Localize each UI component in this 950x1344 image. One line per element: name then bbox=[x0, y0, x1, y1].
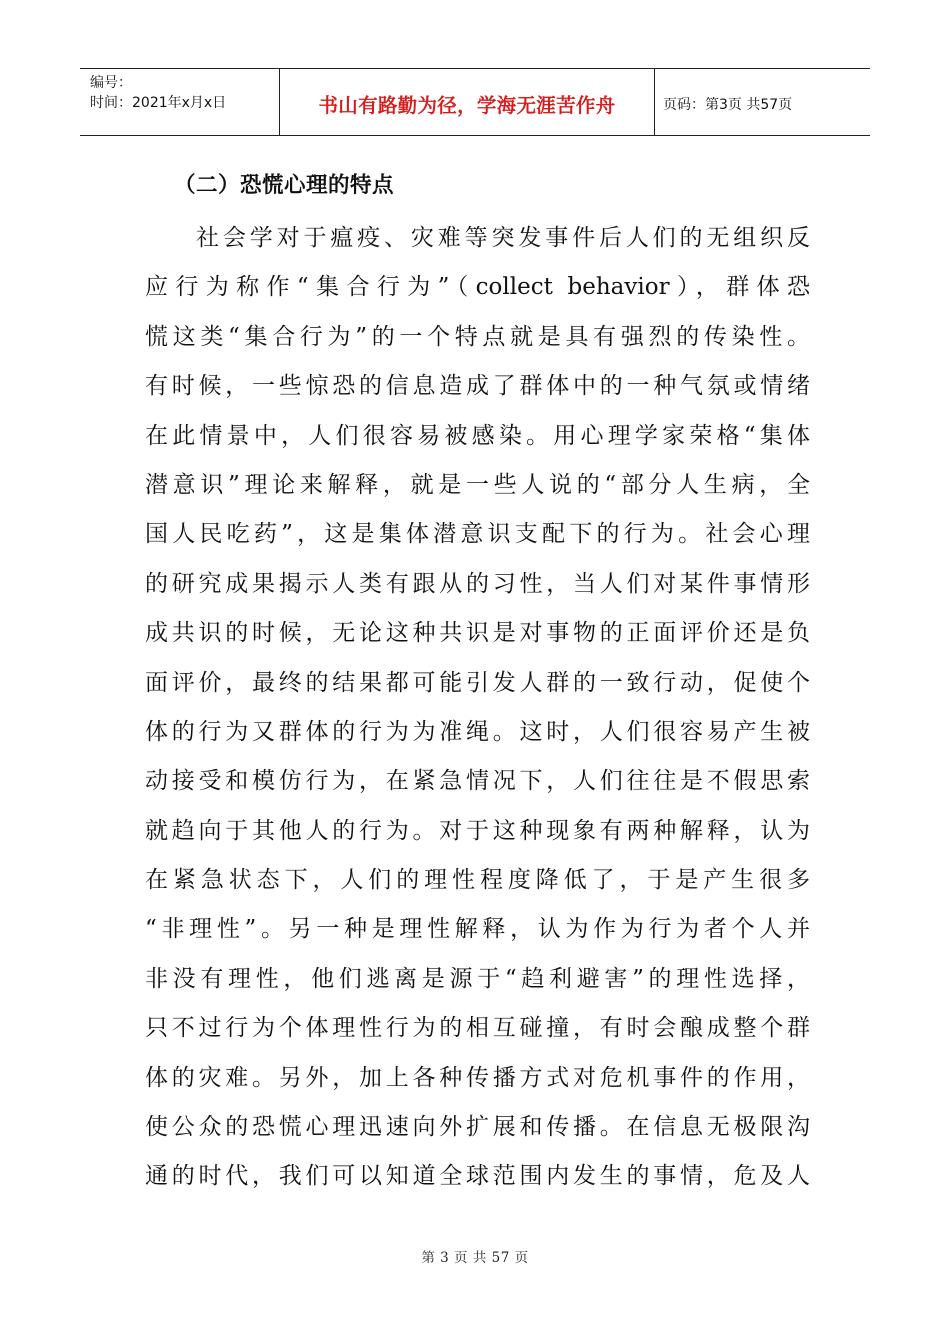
paragraph-line: 的研究成果揭示人类有跟从的习性，当人们对某件事情形 bbox=[145, 570, 810, 597]
header-page-cell bbox=[655, 69, 870, 135]
paragraph-line: 应行为称作“集合行为”（collect behavior），群体恐 bbox=[145, 274, 810, 301]
page-footer: 第 3 页 共 57 页 bbox=[421, 1250, 529, 1266]
document-time-label: 时间：2021年x月x日 bbox=[90, 95, 227, 111]
header-motto-cell bbox=[280, 69, 655, 135]
paragraph-line: 就趋向于其他人的行为。对于这种现象有两种解释，认为 bbox=[145, 817, 810, 844]
paragraph-line: 有时候，一些惊恐的信息造成了群体中的一种气氛或情绪 bbox=[145, 373, 810, 400]
paragraph-line: 慌这类“集合行为”的一个特点就是具有强烈的传染性。 bbox=[145, 323, 810, 350]
paragraph-line: 社会学对于瘟疫、灾难等突发事件后人们的无组织反 bbox=[196, 225, 810, 251]
section-heading: （二）恐慌心理的特点 bbox=[174, 173, 395, 198]
paragraph-line: 只不过行为个体理性行为的相互碰撞，有时会酿成整个群 bbox=[145, 1015, 810, 1042]
paragraph-line: 使公众的恐慌心理迅速向外扩展和传播。在信息无极限沟 bbox=[145, 1114, 810, 1141]
paragraph-line: 体的行为又群体的行为为准绳。这时，人们很容易产生被 bbox=[145, 718, 810, 745]
header-page-code: 页码：第3页 共57页 bbox=[663, 96, 793, 113]
paragraph-line: 成共识的时候，无论这种共识是对事物的正面评价还是负 bbox=[145, 620, 810, 647]
paragraph-line: 面评价，最终的结果都可能引发人群的一致行动，促使个 bbox=[145, 669, 810, 696]
paragraph-line: 非没有理性，他们逃离是源于“趋利避害”的理性选择， bbox=[145, 965, 810, 992]
paragraph-line: 国人民吃药”，这是集体潜意识支配下的行为。社会心理 bbox=[145, 521, 810, 548]
body-paragraph bbox=[145, 214, 810, 1202]
header-motto: 书山有路勤为径，学海无涯苦作舟 bbox=[318, 93, 616, 117]
header-meta-cell bbox=[80, 69, 280, 135]
paragraph-line: 体的灾难。另外，加上各种传播方式对危机事件的作用， bbox=[145, 1064, 810, 1091]
paragraph-line: 在此情景中，人们很容易被感染。用心理学家荣格“集体 bbox=[145, 422, 810, 449]
document-number-label: 编号： bbox=[90, 75, 132, 91]
paragraph-line: 动接受和模仿行为，在紧急情况下，人们往往是不假思索 bbox=[145, 768, 810, 795]
paragraph-line: 潜意识”理论来解释，就是一些人说的“部分人生病，全 bbox=[145, 471, 810, 498]
paragraph-line: 通的时代，我们可以知道全球范围内发生的事情，危及人 bbox=[145, 1163, 810, 1190]
paragraph-line: 在紧急状态下，人们的理性程度降低了，于是产生很多 bbox=[145, 867, 810, 894]
document-header bbox=[80, 68, 870, 136]
paragraph-line: “非理性”。另一种是理性解释，认为作为行为者个人并 bbox=[145, 916, 810, 943]
